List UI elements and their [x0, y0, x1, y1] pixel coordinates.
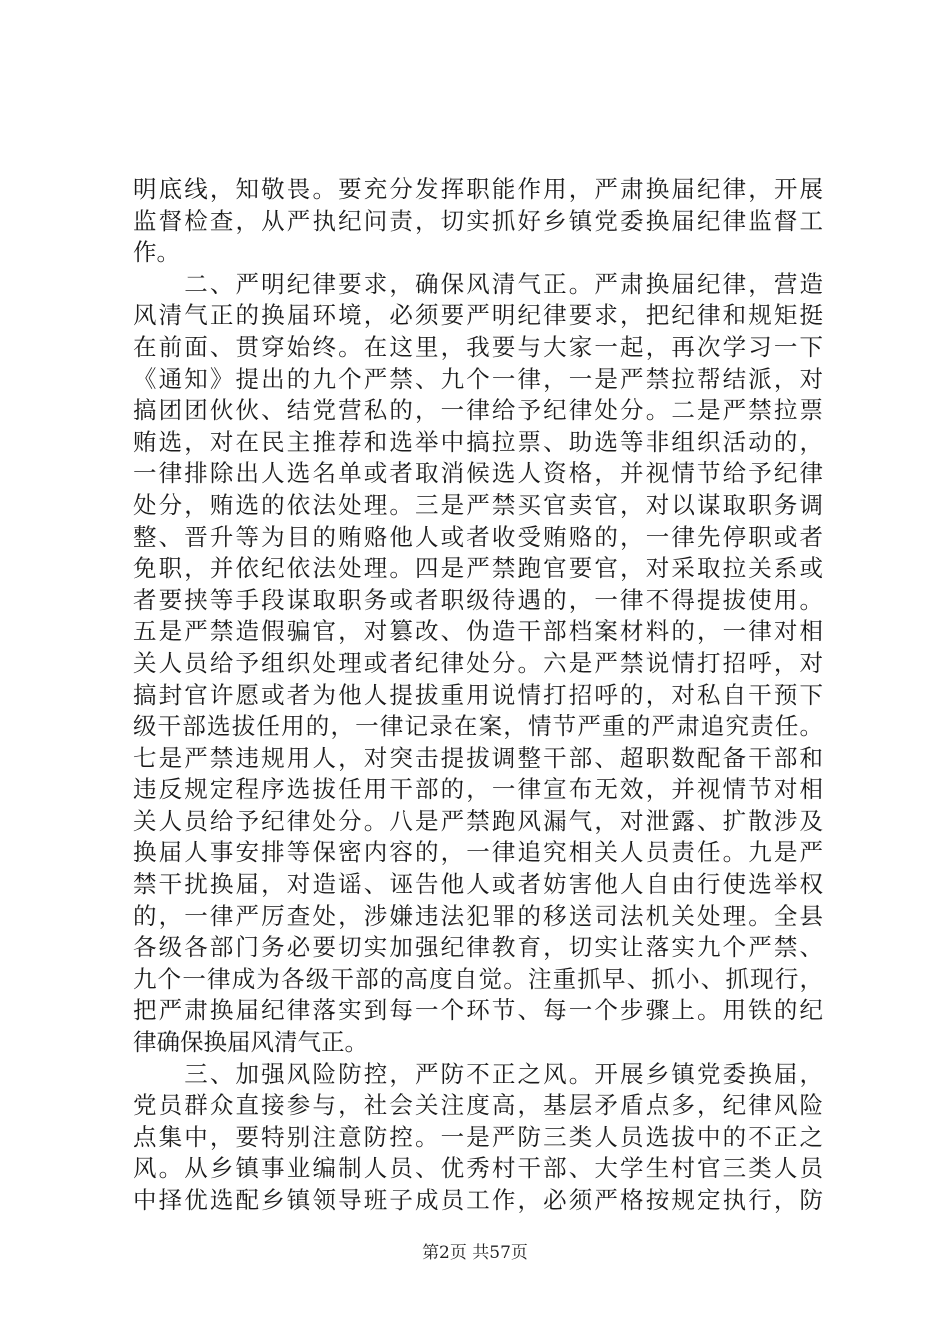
text-line: 律确保换届风清气正。: [133, 1028, 368, 1057]
text-line: 免职，并依纪依法处理。四是严禁跑官要官，对采取拉关系或: [133, 554, 823, 583]
text-line: 一律排除出人选名单或者取消候选人资格，并视情节给予纪律: [133, 459, 823, 488]
text-line: 贿选，对在民主推荐和选举中搞拉票、助选等非组织活动的，: [133, 427, 823, 456]
text-line: 作。: [133, 238, 180, 267]
text-line: 关人员给予纪律处分。八是严禁跑风漏气，对泄露、扩散涉及: [133, 806, 823, 835]
text-line: 搞团团伙伙、结党营私的，一律给予纪律处分。二是严禁拉票: [133, 396, 823, 425]
text-line: 七是严禁违规用人，对突击提拔调整干部、超职数配备干部和: [133, 743, 823, 772]
text-line: 二、严明纪律要求，确保风清气正。严肃换届纪律，营造: [133, 269, 823, 298]
text-line: 监督检查，从严执纪问责，切实抓好乡镇党委换届纪律监督工: [133, 206, 823, 235]
text-line: 九个一律成为各级干部的高度自觉。注重抓早、抓小、抓现行，: [133, 964, 823, 993]
text-line: 风清气正的换届环境，必须要严明纪律要求，把纪律和规矩挺: [133, 301, 823, 330]
text-line: 关人员给予组织处理或者纪律处分。六是严禁说情打招呼，对: [133, 648, 823, 677]
text-line: 五是严禁造假骗官，对篡改、伪造干部档案材料的，一律对相: [133, 617, 823, 646]
text-line: 各级各部门务必要切实加强纪律教育，切实让落实九个严禁、: [133, 933, 823, 962]
text-line: 级干部选拔任用的，一律记录在案，情节严重的严肃追究责任。: [133, 712, 823, 741]
text-line: 明底线，知敬畏。要充分发挥职能作用，严肃换届纪律，开展: [133, 175, 823, 203]
text-line: 党员群众直接参与，社会关注度高，基层矛盾点多，纪律风险: [133, 1091, 823, 1120]
text-line: 《通知》提出的九个严禁、九个一律，一是严禁拉帮结派，对: [133, 364, 823, 393]
text-line: 风。从乡镇事业编制人员、优秀村干部、大学生村官三类人员: [133, 1154, 823, 1183]
text-line: 在前面、贯穿始终。在这里，我要与大家一起，再次学习一下: [133, 332, 823, 361]
text-line: 整、晋升等为目的贿赂他人或者收受贿赂的，一律先停职或者: [133, 522, 823, 551]
document-body: [133, 174, 823, 1217]
text-line: 把严肃换届纪律落实到每一个环节、每一个步骤上。用铁的纪: [133, 996, 823, 1025]
page-number-footer: 第2页 共57页: [422, 1243, 528, 1263]
text-line: 换届人事安排等保密内容的，一律追究相关人员责任。九是严: [133, 838, 823, 867]
text-line: 处分，贿选的依法处理。三是严禁买官卖官，对以谋取职务调: [133, 490, 823, 519]
text-line: 的，一律严厉查处，涉嫌违法犯罪的移送司法机关处理。全县: [133, 901, 823, 930]
text-line: 三、加强风险防控，严防不正之风。开展乡镇党委换届，: [133, 1059, 823, 1088]
text-line: 违反规定程序选拔任用干部的，一律宣布无效，并视情节对相: [133, 775, 823, 804]
text-line: 禁干扰换届，对造谣、诬告他人或者妨害他人自由行使选举权: [133, 870, 823, 899]
text-line: 中择优选配乡镇领导班子成员工作，必须严格按规定执行，防: [133, 1186, 823, 1214]
text-line: 搞封官许愿或者为他人提拔重用说情打招呼的，对私自干预下: [133, 680, 823, 709]
text-line: 者要挟等手段谋取职务或者职级待遇的，一律不得提拔使用。: [133, 585, 823, 614]
text-line: 点集中，要特别注意防控。一是严防三类人员选拔中的不正之: [133, 1122, 823, 1151]
